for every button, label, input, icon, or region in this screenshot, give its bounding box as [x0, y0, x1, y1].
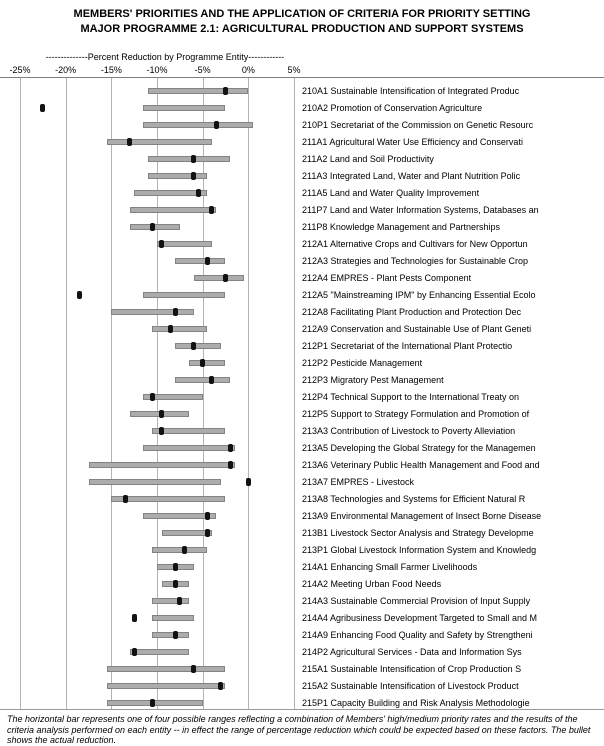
bullet-211A3: [191, 172, 196, 180]
bullet-215P1: [150, 699, 155, 707]
range-bar-215A1: [107, 666, 226, 672]
bullet-213A7: [246, 478, 251, 486]
bullet-213A9: [205, 512, 210, 520]
bullet-212A1: [159, 240, 164, 248]
bullet-212A8: [173, 308, 178, 316]
range-bar-212A4: [194, 275, 244, 281]
bullet-212P1: [191, 342, 196, 350]
gridline: [111, 78, 112, 709]
row-label-212P2: 212P2 Pesticide Management: [302, 358, 423, 368]
bullet-210A2: [40, 104, 45, 112]
range-bar-214A9: [152, 632, 189, 638]
x-tick-label: -25%: [9, 65, 31, 75]
row-label-212A1: 212A1 Alternative Crops and Cultivars for New Opportun: [302, 239, 528, 249]
bullet-212A3: [205, 257, 210, 265]
page-title-line2: MAJOR PROGRAMME 2.1: AGRICULTURAL PRODUCTION AND SUPPORT SYSTEMS: [80, 23, 524, 35]
range-bar-212A1: [157, 241, 212, 247]
row-label-213A7: 213A7 EMPRES - Livestock: [302, 477, 415, 487]
bullet-212A5: [77, 291, 82, 299]
x-tick-label: -20%: [55, 65, 77, 75]
row-label-213A5: 213A5 Developing the Global Strategy for the Managemen: [302, 443, 536, 453]
chart-area: [0, 50, 604, 710]
bullet-212P5: [159, 410, 164, 418]
row-label-213B1: 213B1 Livestock Sector Analysis and Strategy Developme: [302, 528, 534, 538]
gridline: [294, 78, 295, 709]
bullet-211P8: [150, 223, 155, 231]
range-bar-211A1: [107, 139, 212, 145]
range-bar-214A4: [152, 615, 193, 621]
x-axis-title: --------------Percent Reduction by Programme Entity------------: [45, 52, 285, 62]
row-label-213A8: 213A8 Technologies and Systems for Efficient Natural R: [302, 494, 526, 504]
bullet-211P7: [209, 206, 214, 214]
x-tick-label: 5%: [287, 65, 301, 75]
row-label-214A1: 214A1 Enhancing Small Farmer Livelihoods: [302, 562, 478, 572]
row-label-214A4: 214A4 Agribusiness Development Targeted to Small and M: [302, 613, 537, 623]
x-tick-label: 0%: [241, 65, 255, 75]
bullet-213P1: [182, 546, 187, 554]
row-label-213A9: 213A9 Environmental Management of Insect Borne Disease: [302, 511, 542, 521]
page-title: [0, 0, 604, 37]
bullet-212P4: [150, 393, 155, 401]
row-label-212P5: 212P5 Support to Strategy Formulation and Promotion of: [302, 409, 530, 419]
row-label-211A5: 211A5 Land and Water Quality Improvement: [302, 188, 480, 198]
range-bar-210P1: [143, 122, 253, 128]
row-label-212A4: 212A4 EMPRES - Plant Pests Component: [302, 273, 472, 283]
row-label-210P1: 210P1 Secretariat of the Commission on Genetic Resourc: [302, 120, 534, 130]
range-bar-213A8: [111, 496, 225, 502]
row-label-212P1: 212P1 Secretariat of the International Plant Protectio: [302, 341, 513, 351]
range-bar-212P3: [175, 377, 230, 383]
bullet-210A1: [223, 87, 228, 95]
bullet-215A1: [191, 665, 196, 673]
bullet-212P2: [200, 359, 205, 367]
row-label-212A9: 212A9 Conservation and Sustainable Use of Plant Geneti: [302, 324, 532, 334]
bullet-213A5: [228, 444, 233, 452]
bullet-213A6: [228, 461, 233, 469]
row-label-211A2: 211A2 Land and Soil Productivity: [302, 154, 434, 164]
bullet-212P3: [209, 376, 214, 384]
range-bar-212A8: [111, 309, 193, 315]
bullet-214A1: [173, 563, 178, 571]
row-label-213A6: 213A6 Veterinary Public Health Management and Food and: [302, 460, 540, 470]
row-label-212A5: 212A5 "Mainstreaming IPM" by Enhancing Essential Ecolo: [302, 290, 536, 300]
bullet-213A3: [159, 427, 164, 435]
bullet-212A9: [168, 325, 173, 333]
row-label-211A1: 211A1 Agricultural Water Use Efficiency and Conservati: [302, 137, 523, 147]
range-bar-211A2: [148, 156, 230, 162]
row-label-210A1: 210A1 Sustainable Intensification of Integrated Produc: [302, 86, 520, 96]
bullet-214P2: [132, 648, 137, 656]
range-bar-215A2: [107, 683, 226, 689]
x-tick-label: -10%: [146, 65, 168, 75]
bullet-213B1: [205, 529, 210, 537]
row-label-214A2: 214A2 Meeting Urban Food Needs: [302, 579, 442, 589]
bullet-210P1: [214, 121, 219, 129]
row-label-213A3: 213A3 Contribution of Livestock to Poverty Alleviation: [302, 426, 516, 436]
x-tick-label: -15%: [100, 65, 122, 75]
row-label-211P7: 211P7 Land and Water Information Systems, Databases an: [302, 205, 539, 215]
range-bar-212P1: [175, 343, 221, 349]
gridline: [248, 78, 249, 709]
range-bar-212A9: [152, 326, 207, 332]
row-label-215A2: 215A2 Sustainable Intensification of Livestock Product: [302, 681, 519, 691]
footnote: The horizontal bar represents one of four possible ranges reflecting a combination of Members' high/medium priority rates and the results of the criteria analysis performed on each entity -- in effect the range of percentage reduction which could be expected based on these factors. The bullet shows the actual reduction.: [7, 714, 591, 745]
range-bar-210A1: [148, 88, 248, 94]
row-label-210A2: 210A2 Promotion of Conservation Agriculture: [302, 103, 483, 113]
bullet-214A2: [173, 580, 178, 588]
row-label-211P8: 211P8 Knowledge Management and Partnerships: [302, 222, 500, 232]
x-tick-label: -5%: [194, 65, 211, 75]
bullet-213A8: [123, 495, 128, 503]
range-bar-214A3: [152, 598, 189, 604]
x-axis-tick-row: [0, 64, 604, 77]
range-bar-211P7: [130, 207, 217, 213]
range-bar-213A6: [89, 462, 235, 468]
range-bar-212A3: [175, 258, 225, 264]
bullet-212A4: [223, 274, 228, 282]
row-label-212A8: 212A8 Facilitating Plant Production and Protection Dec: [302, 307, 522, 317]
bullet-211A1: [127, 138, 132, 146]
range-bar-212A5: [143, 292, 225, 298]
range-bar-212P2: [189, 360, 226, 366]
range-bar-214P2: [130, 649, 189, 655]
bullet-211A5: [196, 189, 201, 197]
plot-area: [0, 77, 604, 710]
row-label-214A9: 214A9 Enhancing Food Quality and Safety by Strengtheni: [302, 630, 533, 640]
bullet-215A2: [218, 682, 223, 690]
range-bar-213P1: [152, 547, 207, 553]
page-title-line1: MEMBERS' PRIORITIES AND THE APPLICATION OF CRITERIA FOR PRIORITY SETTING: [73, 8, 531, 20]
bullet-214A9: [173, 631, 178, 639]
row-label-214P2: 214P2 Agricultural Services - Data and Information Sys: [302, 647, 522, 657]
row-label-215P1: 215P1 Capacity Building and Risk Analysis Methodologie: [302, 698, 530, 708]
gridline: [20, 78, 21, 709]
row-label-212P3: 212P3 Migratory Pest Management: [302, 375, 444, 385]
row-label-215A1: 215A1 Sustainable Intensification of Crop Production S: [302, 664, 522, 674]
gridline: [66, 78, 67, 709]
range-bar-211A3: [148, 173, 207, 179]
range-bar-213A5: [143, 445, 234, 451]
bullet-214A4: [132, 614, 137, 622]
row-label-212P4: 212P4 Technical Support to the International Treaty on: [302, 392, 519, 402]
range-bar-210A2: [143, 105, 225, 111]
range-bar-213A7: [89, 479, 221, 485]
bullet-214A3: [177, 597, 182, 605]
row-label-211A3: 211A3 Integrated Land, Water and Plant Nutrition Polic: [302, 171, 521, 181]
bullet-211A2: [191, 155, 196, 163]
row-label-213P1: 213P1 Global Livestock Information System and Knowledg: [302, 545, 537, 555]
row-label-212A3: 212A3 Strategies and Technologies for Sustainable Crop: [302, 256, 528, 266]
row-label-214A3: 214A3 Sustainable Commercial Provision of Input Supply: [302, 596, 531, 606]
